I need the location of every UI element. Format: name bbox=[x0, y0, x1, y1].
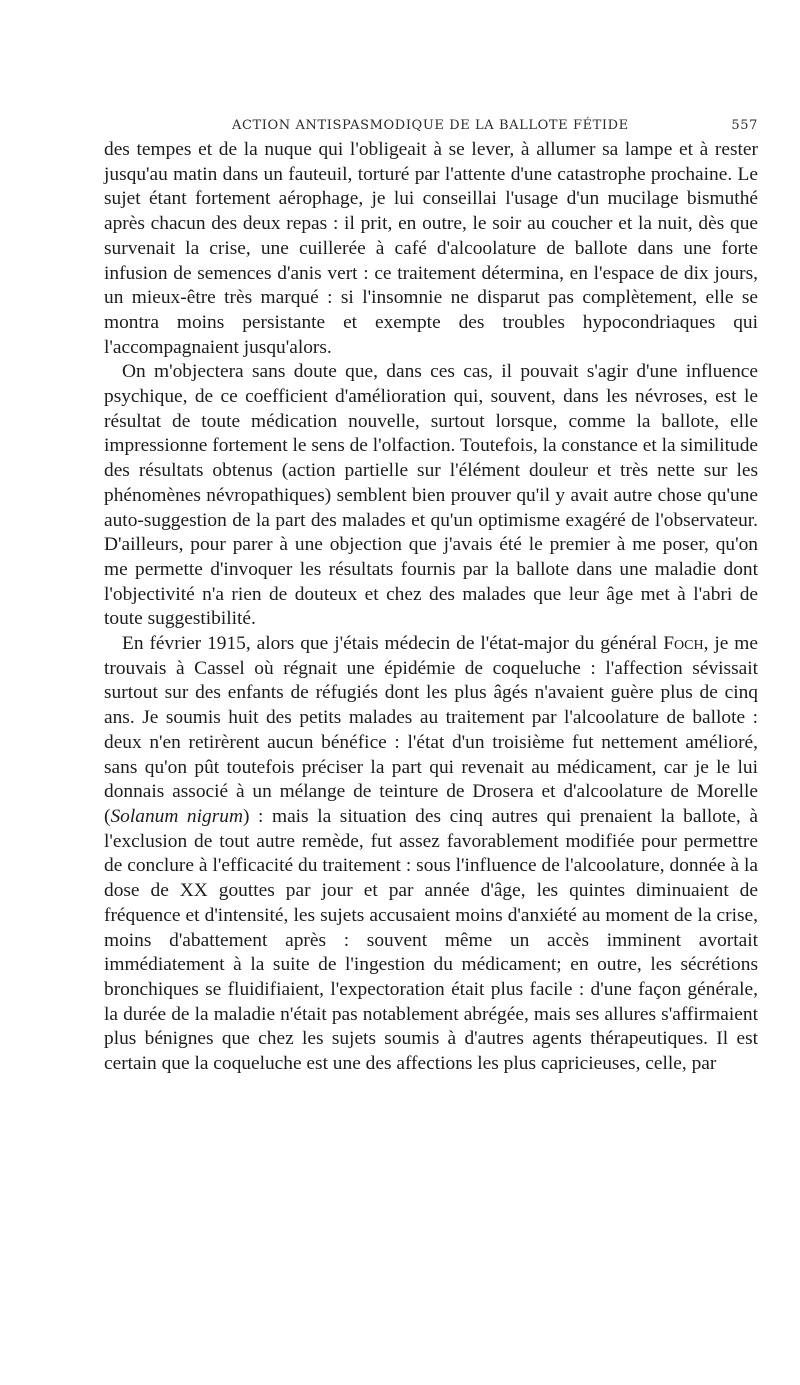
paragraph-3-text-c: ) : mais la situation des cinq autres qui prenaient la ballote, à l'exclusion de tout autre remède, fut assez favorablement modifiée pour permettre de conclure à l'efficacité du traitement : sous l'influence de l'alcoolature, donnée à la dose de XX gouttes par jour et par année d'âge, les quintes diminuaient de fréquence et d'intensité, les sujets accusaient moins d'anxiété au moment de la crise, moins d'abattement après : souvent même un accès imminent avortait immédiatement à la suite de l'ingestion du médicament; en outre, les sécrétions bronchiques se fluidifiaient, l'expectoration était plus facile : d'une façon générale, la durée de la maladie n'était pas notablement abrégée, mais ses allures s'affirmaient plus bénignes que chez les sujets soumis à d'autres agents thérapeutiques. Il est certain que la coqueluche est une des affections les plus capricieuses, celle, par bbox=[104, 805, 758, 1075]
latin-species-name: Solanum nigrum bbox=[110, 805, 243, 827]
paragraph-3 bbox=[104, 632, 758, 1077]
running-title: ACTION ANTISPASMODIQUE DE LA BALLOTE FÉTIDE bbox=[232, 118, 629, 133]
paragraph-3-text-a: En février 1915, alors que j'étais médecin de l'état-major du général bbox=[122, 633, 658, 655]
book-page bbox=[104, 108, 758, 1077]
paragraph-2: On m'objectera sans doute que, dans ces cas, il pouvait s'agir d'une influence psychique, de ce coefficient d'amélioration qui, souvent, dans les névroses, est le résultat de toute médication nouvelle, surtout lorsque, comme la ballote, elle impressionne fortement le sens de l'olfaction. Toutefois, la constance et la similitude des résultats obtenus (action partielle sur l'élément douleur et très nette sur les phénomènes névropathiques) semblent bien prouver qu'il y avait autre chose qu'une auto-suggestion de la part des malades et qu'un optimisme exagéré de l'observateur. D'ailleurs, pour parer à une objection que j'avais été le premier à me poser, qu'on me permette d'invoquer les résultats fournis par la ballote dans une maladie dont l'objectivité n'a rien de douteux et chez des malades que leur âge met à l'abri de toute suggestibilité. bbox=[104, 361, 758, 630]
body-text bbox=[104, 138, 758, 1077]
paragraph-1: des tempes et de la nuque qui l'obligeait à se lever, à allumer sa lampe et à rester jusqu'au matin dans un fauteuil, torturé par l'attente d'une catastrophe prochaine. Le sujet étant fortement aérophage, je lui conseillai l'usage d'un mucilage bismuthé après chacun des deux repas : il prit, en outre, le soir au coucher et la nuit, dès que survenait la crise, une cuillerée à café d'alcoolature de ballote dans une forte infusion de semences d'anis vert : ce traitement détermina, en l'espace de dix jours, un mieux-être très marqué : si l'insomnie ne disparut pas complètement, elle se montra moins persistante et exempte des troubles hypocondriaques qui l'accompagnaient jusqu'alors. bbox=[104, 139, 758, 358]
person-name-foch: Foch bbox=[663, 633, 704, 655]
paragraph-3-text-b: , je me trouvais à Cassel où régnait une épidémie de coqueluche : l'affection sévissait surtout sur des enfants de réfugiés dont les plus âgés n'avaient guère plus de cinq ans. Je soumis huit des petits malades au traitement par l'alcoolature de ballote : deux n'en retirèrent aucun bénéfice : l'état d'un troisième fut nettement amélioré, sans qu'on pût toutefois préciser la part qui revenait au médicament, car je le lui donnais associé à un mélange de teinture de Drosera et d'alcoolature de Morelle ( bbox=[104, 633, 758, 827]
running-header bbox=[104, 108, 758, 138]
page-number: 557 bbox=[731, 118, 758, 133]
